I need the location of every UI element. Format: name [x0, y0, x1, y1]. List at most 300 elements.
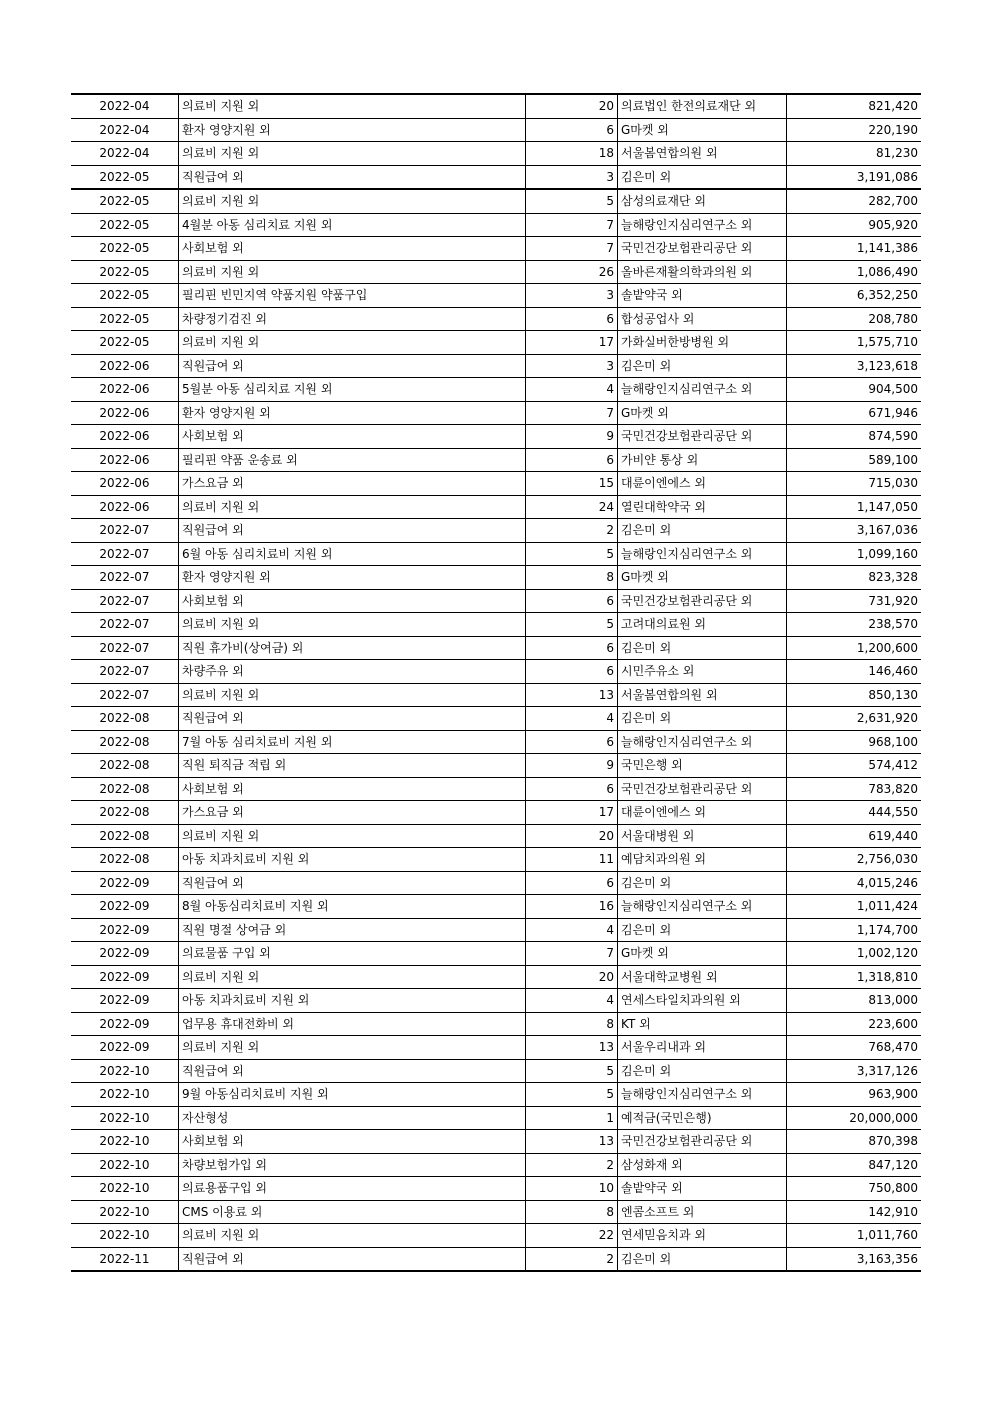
row-count: 5: [526, 189, 618, 213]
row-description: 의료비 지원 외: [179, 613, 526, 637]
row-description: 가스요금 외: [179, 801, 526, 825]
table-row: [71, 1059, 921, 1083]
row-amount: 1,086,490: [787, 260, 922, 284]
row-month: 2022-10: [71, 1130, 179, 1154]
row-month: 2022-07: [71, 566, 179, 590]
row-payee: 서울봄연합의원 외: [618, 142, 787, 166]
row-description: 차량보험가입 외: [179, 1153, 526, 1177]
row-payee: 대륜이엔에스 외: [618, 472, 787, 496]
table-row: [71, 378, 921, 402]
row-description: 의료비 지원 외: [179, 1224, 526, 1248]
row-count: 15: [526, 472, 618, 496]
row-payee: 김은미 외: [618, 165, 787, 189]
row-payee: 김은미 외: [618, 1247, 787, 1271]
row-amount: 1,575,710: [787, 331, 922, 355]
row-month: 2022-06: [71, 378, 179, 402]
table-row: [71, 683, 921, 707]
row-payee: 올바른재활의학과의원 외: [618, 260, 787, 284]
row-month: 2022-10: [71, 1059, 179, 1083]
row-description: 의료비 지원 외: [179, 189, 526, 213]
table-row: [71, 1130, 921, 1154]
row-count: 17: [526, 331, 618, 355]
table-row: [71, 707, 921, 731]
table-row: [71, 1083, 921, 1107]
row-amount: 282,700: [787, 189, 922, 213]
table-row: [71, 824, 921, 848]
row-payee: 늘해랑인지심리연구소 외: [618, 1083, 787, 1107]
row-payee: 김은미 외: [618, 519, 787, 543]
row-count: 7: [526, 237, 618, 261]
row-month: 2022-06: [71, 448, 179, 472]
row-month: 2022-10: [71, 1106, 179, 1130]
row-month: 2022-09: [71, 895, 179, 919]
row-count: 11: [526, 848, 618, 872]
row-month: 2022-04: [71, 142, 179, 166]
row-payee: 예적금(국민은행): [618, 1106, 787, 1130]
table-row: [71, 965, 921, 989]
row-amount: 238,570: [787, 613, 922, 637]
table-row: [71, 237, 921, 261]
row-month: 2022-08: [71, 824, 179, 848]
table-row: [71, 495, 921, 519]
row-description: 8월 아동심리치료비 지원 외: [179, 895, 526, 919]
row-description: 의료비 지원 외: [179, 1036, 526, 1060]
row-payee: 늘해랑인지심리연구소 외: [618, 542, 787, 566]
row-month: 2022-09: [71, 1036, 179, 1060]
row-count: 3: [526, 354, 618, 378]
row-amount: 2,756,030: [787, 848, 922, 872]
row-month: 2022-06: [71, 472, 179, 496]
row-payee: 국민건강보험관리공단 외: [618, 589, 787, 613]
row-amount: 874,590: [787, 425, 922, 449]
row-count: 22: [526, 1224, 618, 1248]
row-payee: 가화실버한방병원 외: [618, 331, 787, 355]
row-count: 7: [526, 213, 618, 237]
table-row: [71, 307, 921, 331]
row-count: 5: [526, 1059, 618, 1083]
row-month: 2022-05: [71, 307, 179, 331]
row-payee: 열린대학약국 외: [618, 495, 787, 519]
table-row: [71, 94, 921, 118]
table-row: [71, 1012, 921, 1036]
row-month: 2022-04: [71, 118, 179, 142]
row-payee: 연세스타일치과의원 외: [618, 989, 787, 1013]
row-description: 의료비 지원 외: [179, 331, 526, 355]
table-row: [71, 189, 921, 213]
row-count: 13: [526, 683, 618, 707]
row-payee: G마켓 외: [618, 401, 787, 425]
row-amount: 1,318,810: [787, 965, 922, 989]
table-row: [71, 589, 921, 613]
row-amount: 847,120: [787, 1153, 922, 1177]
row-amount: 768,470: [787, 1036, 922, 1060]
row-month: 2022-04: [71, 94, 179, 118]
row-month: 2022-07: [71, 519, 179, 543]
row-count: 7: [526, 401, 618, 425]
row-count: 7: [526, 942, 618, 966]
table-row: [71, 636, 921, 660]
row-description: 의료비 지원 외: [179, 824, 526, 848]
row-payee: G마켓 외: [618, 566, 787, 590]
row-count: 2: [526, 519, 618, 543]
row-description: 직원급여 외: [179, 519, 526, 543]
row-month: 2022-09: [71, 989, 179, 1013]
row-amount: 3,317,126: [787, 1059, 922, 1083]
row-amount: 619,440: [787, 824, 922, 848]
row-count: 5: [526, 1083, 618, 1107]
row-amount: 4,015,246: [787, 871, 922, 895]
row-payee: 늘해랑인지심리연구소 외: [618, 213, 787, 237]
row-description: 업무용 휴대전화비 외: [179, 1012, 526, 1036]
row-description: 의료비 지원 외: [179, 260, 526, 284]
table-row: [71, 1036, 921, 1060]
row-description: 사회보험 외: [179, 777, 526, 801]
row-amount: 6,352,250: [787, 284, 922, 308]
table-row: [71, 425, 921, 449]
table-row: [71, 1247, 921, 1271]
row-count: 4: [526, 989, 618, 1013]
table-row: [71, 895, 921, 919]
row-month: 2022-08: [71, 848, 179, 872]
row-count: 4: [526, 707, 618, 731]
row-month: 2022-10: [71, 1153, 179, 1177]
row-month: 2022-08: [71, 754, 179, 778]
row-amount: 81,230: [787, 142, 922, 166]
table-row: [71, 448, 921, 472]
row-amount: 1,011,424: [787, 895, 922, 919]
row-amount: 813,000: [787, 989, 922, 1013]
row-count: 2: [526, 1247, 618, 1271]
row-amount: 574,412: [787, 754, 922, 778]
row-payee: 엔콤소프트 외: [618, 1200, 787, 1224]
row-amount: 3,123,618: [787, 354, 922, 378]
table-row: [71, 331, 921, 355]
table-row: [71, 754, 921, 778]
row-description: 직원 퇴직금 적립 외: [179, 754, 526, 778]
row-description: 자산형성: [179, 1106, 526, 1130]
row-amount: 2,631,920: [787, 707, 922, 731]
row-count: 6: [526, 730, 618, 754]
row-month: 2022-07: [71, 683, 179, 707]
row-payee: 솔밭약국 외: [618, 284, 787, 308]
row-month: 2022-05: [71, 331, 179, 355]
row-payee: 김은미 외: [618, 871, 787, 895]
row-payee: 가비얀 통상 외: [618, 448, 787, 472]
row-description: 의료비 지원 외: [179, 495, 526, 519]
table-row: [71, 942, 921, 966]
row-month: 2022-06: [71, 495, 179, 519]
row-month: 2022-11: [71, 1247, 179, 1271]
row-amount: 783,820: [787, 777, 922, 801]
row-description: 직원 명절 상여금 외: [179, 918, 526, 942]
row-payee: 시민주유소 외: [618, 660, 787, 684]
table-row: [71, 566, 921, 590]
row-payee: 김은미 외: [618, 707, 787, 731]
row-payee: 국민은행 외: [618, 754, 787, 778]
row-description: 사회보험 외: [179, 589, 526, 613]
row-amount: 3,163,356: [787, 1247, 922, 1271]
row-description: 사회보험 외: [179, 237, 526, 261]
row-amount: 968,100: [787, 730, 922, 754]
row-amount: 223,600: [787, 1012, 922, 1036]
row-amount: 20,000,000: [787, 1106, 922, 1130]
row-payee: 국민건강보험관리공단 외: [618, 1130, 787, 1154]
table-row: [71, 519, 921, 543]
row-description: 의료비 지원 외: [179, 965, 526, 989]
row-count: 6: [526, 307, 618, 331]
row-count: 6: [526, 777, 618, 801]
row-amount: 444,550: [787, 801, 922, 825]
row-amount: 1,174,700: [787, 918, 922, 942]
row-amount: 142,910: [787, 1200, 922, 1224]
row-month: 2022-09: [71, 1012, 179, 1036]
row-count: 26: [526, 260, 618, 284]
row-month: 2022-10: [71, 1200, 179, 1224]
row-count: 20: [526, 965, 618, 989]
row-month: 2022-09: [71, 871, 179, 895]
row-count: 9: [526, 425, 618, 449]
row-payee: G마켓 외: [618, 942, 787, 966]
row-month: 2022-05: [71, 165, 179, 189]
row-count: 17: [526, 801, 618, 825]
row-description: 아동 치과치료비 지원 외: [179, 989, 526, 1013]
row-amount: 715,030: [787, 472, 922, 496]
table-row: [71, 472, 921, 496]
row-count: 6: [526, 118, 618, 142]
row-month: 2022-10: [71, 1083, 179, 1107]
row-amount: 1,147,050: [787, 495, 922, 519]
row-description: 환자 영양지원 외: [179, 118, 526, 142]
row-count: 8: [526, 1012, 618, 1036]
row-payee: G마켓 외: [618, 118, 787, 142]
expense-ledger-table: [71, 93, 921, 1272]
row-amount: 220,190: [787, 118, 922, 142]
row-month: 2022-09: [71, 942, 179, 966]
table-row: [71, 142, 921, 166]
row-month: 2022-07: [71, 660, 179, 684]
row-count: 20: [526, 94, 618, 118]
table-row: [71, 730, 921, 754]
table-row: [71, 1200, 921, 1224]
row-description: 의료비 지원 외: [179, 94, 526, 118]
row-amount: 3,191,086: [787, 165, 922, 189]
row-count: 13: [526, 1130, 618, 1154]
row-amount: 671,946: [787, 401, 922, 425]
row-count: 5: [526, 613, 618, 637]
row-amount: 904,500: [787, 378, 922, 402]
row-month: 2022-05: [71, 237, 179, 261]
row-description: 의료용품구입 외: [179, 1177, 526, 1201]
row-amount: 750,800: [787, 1177, 922, 1201]
row-count: 2: [526, 1153, 618, 1177]
row-month: 2022-07: [71, 589, 179, 613]
row-amount: 1,099,160: [787, 542, 922, 566]
row-amount: 821,420: [787, 94, 922, 118]
table-row: [71, 165, 921, 189]
row-payee: 김은미 외: [618, 918, 787, 942]
row-month: 2022-05: [71, 284, 179, 308]
table-row: [71, 118, 921, 142]
row-payee: 합성공업사 외: [618, 307, 787, 331]
row-month: 2022-10: [71, 1177, 179, 1201]
row-payee: 김은미 외: [618, 636, 787, 660]
row-count: 10: [526, 1177, 618, 1201]
row-description: 직원급여 외: [179, 1247, 526, 1271]
row-description: 의료비 지원 외: [179, 142, 526, 166]
row-payee: 김은미 외: [618, 1059, 787, 1083]
table-row: [71, 1153, 921, 1177]
row-amount: 1,002,120: [787, 942, 922, 966]
row-count: 16: [526, 895, 618, 919]
row-month: 2022-08: [71, 707, 179, 731]
row-count: 13: [526, 1036, 618, 1060]
row-count: 6: [526, 636, 618, 660]
row-payee: 서울봄연합의원 외: [618, 683, 787, 707]
row-count: 1: [526, 1106, 618, 1130]
row-count: 24: [526, 495, 618, 519]
row-count: 6: [526, 589, 618, 613]
row-month: 2022-05: [71, 260, 179, 284]
row-payee: 늘해랑인지심리연구소 외: [618, 895, 787, 919]
row-month: 2022-09: [71, 965, 179, 989]
row-payee: 국민건강보험관리공단 외: [618, 777, 787, 801]
table-row: [71, 284, 921, 308]
row-payee: 고려대의료원 외: [618, 613, 787, 637]
row-description: 4월분 아동 심리치료 지원 외: [179, 213, 526, 237]
row-description: 환자 영양지원 외: [179, 401, 526, 425]
row-payee: 삼성화재 외: [618, 1153, 787, 1177]
row-description: 직원급여 외: [179, 1059, 526, 1083]
row-month: 2022-06: [71, 354, 179, 378]
row-payee: 삼성의료재단 외: [618, 189, 787, 213]
row-payee: 국민건강보험관리공단 외: [618, 237, 787, 261]
table-row: [71, 989, 921, 1013]
row-payee: 서울우리내과 외: [618, 1036, 787, 1060]
row-amount: 1,200,600: [787, 636, 922, 660]
row-month: 2022-07: [71, 542, 179, 566]
row-description: 직원급여 외: [179, 354, 526, 378]
table-row: [71, 213, 921, 237]
row-month: 2022-05: [71, 189, 179, 213]
row-count: 8: [526, 1200, 618, 1224]
row-count: 6: [526, 660, 618, 684]
row-payee: 예담치과의원 외: [618, 848, 787, 872]
table-row: [71, 918, 921, 942]
row-count: 20: [526, 824, 618, 848]
row-payee: 김은미 외: [618, 354, 787, 378]
row-payee: 서울대학교병원 외: [618, 965, 787, 989]
row-description: 필리핀 빈민지역 약품지원 약품구입: [179, 284, 526, 308]
row-month: 2022-08: [71, 777, 179, 801]
row-count: 4: [526, 918, 618, 942]
row-description: 사회보험 외: [179, 1130, 526, 1154]
row-amount: 589,100: [787, 448, 922, 472]
row-description: 5월분 아동 심리치료 지원 외: [179, 378, 526, 402]
row-payee: KT 외: [618, 1012, 787, 1036]
row-description: 6월 아동 심리치료비 지원 외: [179, 542, 526, 566]
row-description: 아동 치과치료비 지원 외: [179, 848, 526, 872]
table-row: [71, 777, 921, 801]
row-amount: 146,460: [787, 660, 922, 684]
row-amount: 850,130: [787, 683, 922, 707]
table-row: [71, 660, 921, 684]
row-month: 2022-06: [71, 425, 179, 449]
row-payee: 대륜이엔에스 외: [618, 801, 787, 825]
row-count: 6: [526, 448, 618, 472]
row-description: 의료물품 구입 외: [179, 942, 526, 966]
table-row: [71, 1224, 921, 1248]
table-row: [71, 871, 921, 895]
row-amount: 1,011,760: [787, 1224, 922, 1248]
row-count: 5: [526, 542, 618, 566]
table-row: [71, 354, 921, 378]
table-row: [71, 1106, 921, 1130]
row-payee: 연세믿음치과 외: [618, 1224, 787, 1248]
table-row: [71, 613, 921, 637]
row-description: 차량정기검진 외: [179, 307, 526, 331]
table-row: [71, 1177, 921, 1201]
row-count: 3: [526, 284, 618, 308]
row-payee: 서울대병원 외: [618, 824, 787, 848]
row-month: 2022-08: [71, 801, 179, 825]
row-description: 환자 영양지원 외: [179, 566, 526, 590]
row-description: 직원급여 외: [179, 707, 526, 731]
row-count: 9: [526, 754, 618, 778]
table-row: [71, 260, 921, 284]
row-count: 4: [526, 378, 618, 402]
row-amount: 731,920: [787, 589, 922, 613]
row-month: 2022-06: [71, 401, 179, 425]
row-amount: 208,780: [787, 307, 922, 331]
row-description: 의료비 지원 외: [179, 683, 526, 707]
row-payee: 솔밭약국 외: [618, 1177, 787, 1201]
row-amount: 870,398: [787, 1130, 922, 1154]
row-description: 차량주유 외: [179, 660, 526, 684]
row-description: 사회보험 외: [179, 425, 526, 449]
row-payee: 늘해랑인지심리연구소 외: [618, 730, 787, 754]
table-row: [71, 542, 921, 566]
row-description: 직원급여 외: [179, 871, 526, 895]
row-description: 직원 휴가비(상여금) 외: [179, 636, 526, 660]
row-month: 2022-05: [71, 213, 179, 237]
row-amount: 1,141,386: [787, 237, 922, 261]
row-month: 2022-10: [71, 1224, 179, 1248]
row-count: 3: [526, 165, 618, 189]
table-row: [71, 848, 921, 872]
row-description: 직원급여 외: [179, 165, 526, 189]
row-count: 18: [526, 142, 618, 166]
row-description: CMS 이용료 외: [179, 1200, 526, 1224]
row-count: 6: [526, 871, 618, 895]
table-row: [71, 401, 921, 425]
ledger-body: [71, 94, 921, 1271]
row-month: 2022-09: [71, 918, 179, 942]
table-row: [71, 801, 921, 825]
row-count: 8: [526, 566, 618, 590]
row-amount: 963,900: [787, 1083, 922, 1107]
row-amount: 905,920: [787, 213, 922, 237]
row-payee: 의료법인 한전의료재단 외: [618, 94, 787, 118]
row-amount: 823,328: [787, 566, 922, 590]
row-amount: 3,167,036: [787, 519, 922, 543]
row-month: 2022-07: [71, 613, 179, 637]
row-payee: 국민건강보험관리공단 외: [618, 425, 787, 449]
row-description: 가스요금 외: [179, 472, 526, 496]
row-month: 2022-08: [71, 730, 179, 754]
row-description: 7월 아동 심리치료비 지원 외: [179, 730, 526, 754]
row-description: 필리핀 약품 운송료 외: [179, 448, 526, 472]
row-description: 9월 아동심리치료비 지원 외: [179, 1083, 526, 1107]
